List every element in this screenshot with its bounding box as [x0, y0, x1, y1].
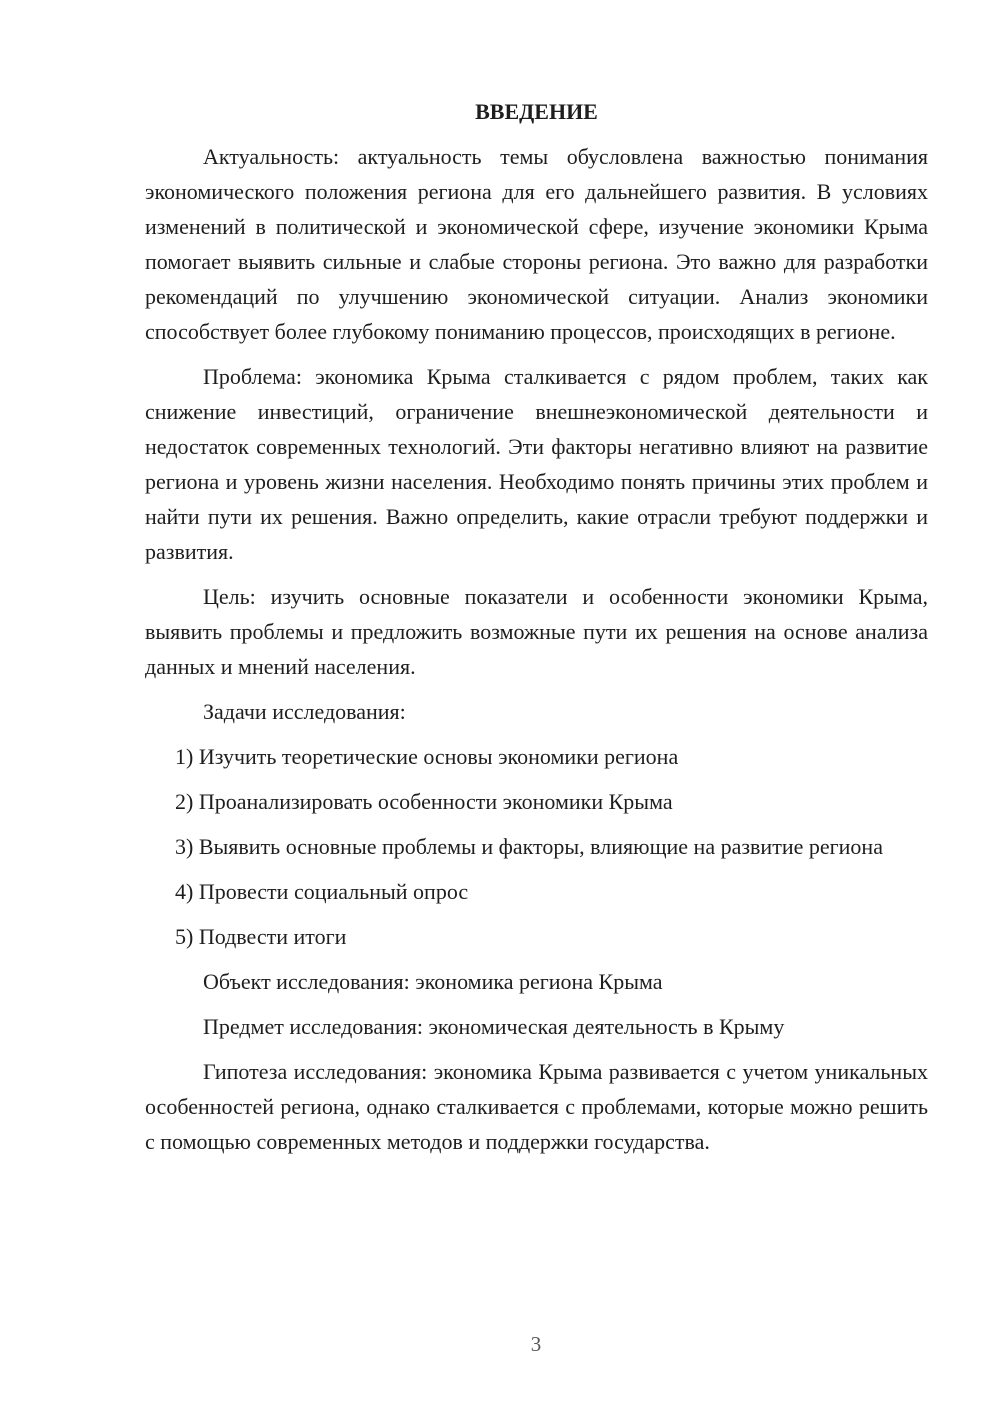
paragraph-object: Объект исследования: экономика региона Крыма	[203, 969, 663, 994]
paragraph-problem: Проблема: экономика Крыма сталкивается с рядом проблем, таких как снижение инвестиций, ограничение внешнеэкономической деятельности и недостаток современных технологий. Эти факторы негативно влияют на развитие региона и уровень жизни населения. Необходимо понять причины этих проблем и найти пути их решения. Важно определить, какие отрасли требуют поддержки и развития.	[145, 364, 928, 564]
task-item-1: 1) Изучить теоретические основы экономики региона	[175, 744, 679, 769]
page-content	[145, 94, 928, 1169]
task-item-4: 4) Провести социальный опрос	[175, 879, 469, 904]
paragraph-subject: Предмет исследования: экономическая деятельность в Крыму	[203, 1014, 785, 1039]
task-item-3: 3) Выявить основные проблемы и факторы, влияющие на развитие региона	[175, 834, 883, 859]
paragraph-relevance: Актуальность: актуальность темы обусловлена важностью понимания экономического положения региона для его дальнейшего развития. В условиях изменений в политической и экономической сфере, изучение экономики Крыма помогает выявить сильные и слабые стороны региона. Это важно для разработки рекомендаций по улучшению экономической ситуации. Анализ экономики способствует более глубокому пониманию процессов, происходящих в регионе.	[145, 144, 928, 344]
task-item-5: 5) Подвести итоги	[175, 924, 347, 949]
paragraph-hypothesis: Гипотеза исследования: экономика Крыма развивается с учетом уникальных особенностей региона, однако сталкивается с проблемами, которые можно решить с помощью современных методов и поддержки государства.	[145, 1059, 928, 1154]
tasks-title: Задачи исследования:	[203, 699, 406, 724]
section-heading: ВВЕДЕНИЕ	[475, 99, 598, 124]
paragraph-goal: Цель: изучить основные показатели и особенности экономики Крыма, выявить проблемы и предложить возможные пути их решения на основе анализа данных и мнений населения.	[145, 584, 928, 679]
task-item-2: 2) Проанализировать особенности экономики Крыма	[175, 789, 673, 814]
page-number: 3	[530, 1332, 542, 1356]
